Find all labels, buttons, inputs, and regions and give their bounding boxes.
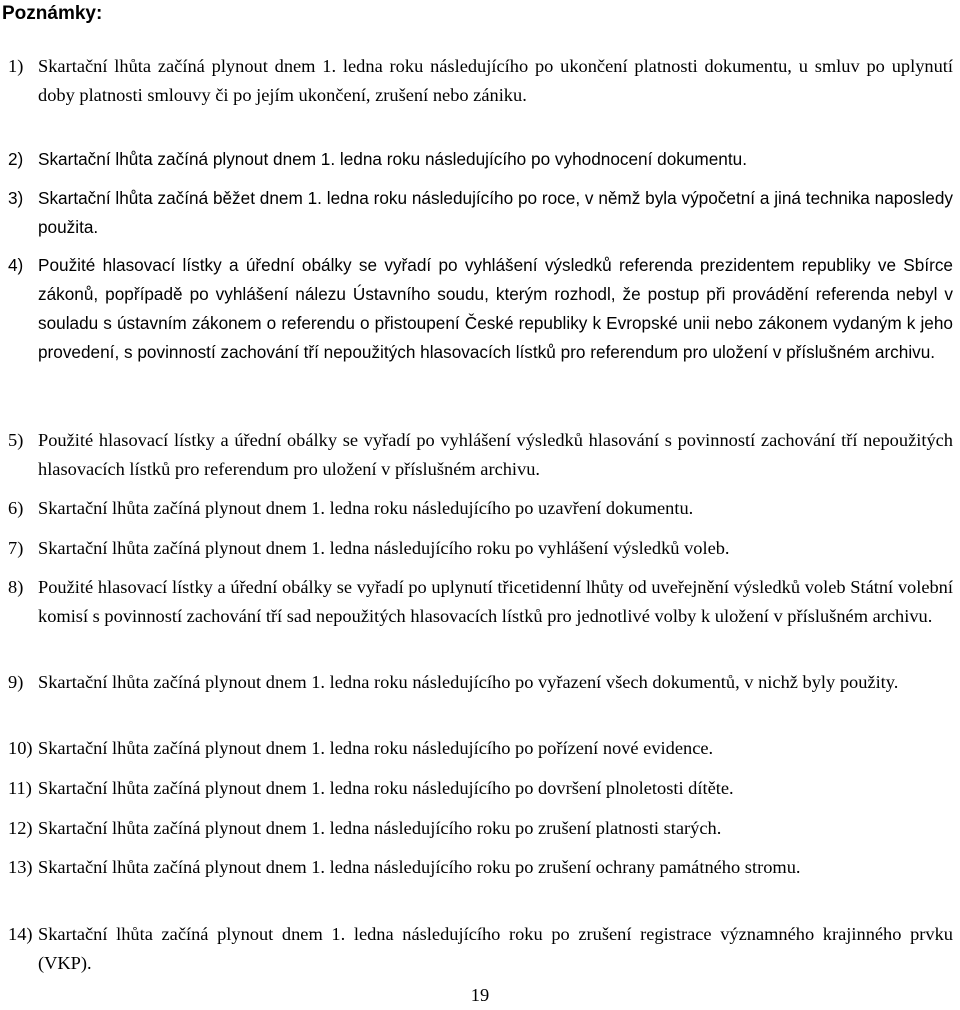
note-number: 4) [8, 255, 24, 275]
note-10 [8, 734, 953, 763]
note-text: Použité hlasovací lístky a úřední obálky se vyřadí po vyhlášení výsledků hlasování s povinností zachování tří nepoužitých hlasovacích lístků pro referendum pro uložení v příslušném archivu. [38, 430, 953, 479]
note-number: 13) [8, 857, 33, 877]
note-text: Skartační lhůta začíná plynout dnem 1. ledna roku následujícího po uzavření dokumentu. [38, 498, 694, 518]
note-number: 1) [8, 56, 24, 76]
note-text: Skartační lhůta začíná plynout dnem 1. ledna roku následujícího po ukončení platnosti dokumentu, u smluv po uplynutí doby platnosti smlouvy či po jejím ukončení, zrušení nebo zániku. [38, 56, 953, 105]
note-text: Skartační lhůta začíná plynout dnem 1. ledna následujícího roku po zrušení platnosti starých. [38, 818, 722, 838]
note-text: Použité hlasovací lístky a úřední obálky se vyřadí po uplynutí třicetidenní lhůty od uveřejnění výsledků voleb Státní volební komisí s povinností zachování tří sad nepoužitých hlasovacích lístků pro jednotlivé volby k uložení v příslušném archivu. [38, 577, 953, 626]
note-number: 2) [8, 149, 24, 169]
note-text: Skartační lhůta začíná plynout dnem 1. ledna roku následujícího po vyhodnocení dokumentu. [38, 149, 747, 169]
note-2 [8, 145, 953, 174]
note-number: 5) [8, 430, 24, 450]
note-number: 6) [8, 498, 24, 518]
note-number: 12) [8, 818, 33, 838]
note-11 [8, 774, 953, 803]
note-5 [8, 426, 953, 484]
page-number: 19 [470, 985, 490, 1005]
note-number: 3) [8, 188, 24, 208]
note-13 [8, 853, 953, 882]
note-8 [8, 573, 953, 631]
notes-heading: Poznámky: [2, 3, 103, 24]
note-number: 8) [8, 577, 24, 597]
note-7 [8, 534, 953, 563]
note-number: 7) [8, 538, 24, 558]
note-number: 9) [8, 672, 24, 692]
note-text: Skartační lhůta začíná plynout dnem 1. ledna roku následujícího po pořízení nové evidence. [38, 738, 714, 758]
note-text: Skartační lhůta začíná plynout dnem 1. ledna následujícího roku po zrušení registrace významného krajinného prvku (VKP). [38, 924, 953, 973]
note-9 [8, 668, 953, 697]
note-14 [8, 920, 953, 978]
note-number: 10) [8, 738, 33, 758]
note-1 [8, 52, 953, 110]
note-text: Skartační lhůta začíná plynout dnem 1. ledna následujícího roku po zrušení ochrany památného stromu. [38, 857, 801, 877]
note-text: Skartační lhůta začíná plynout dnem 1. ledna následujícího roku po vyhlášení výsledků voleb. [38, 538, 730, 558]
note-number: 14) [8, 924, 33, 944]
note-text: Skartační lhůta začíná běžet dnem 1. ledna roku následujícího po roce, v němž byla výpočetní a jiná technika naposledy použita. [38, 188, 953, 237]
note-4 [8, 251, 953, 367]
note-3 [8, 184, 953, 242]
note-text: Použité hlasovací lístky a úřední obálky se vyřadí po vyhlášení výsledků referenda prezidentem republiky ve Sbírce zákonů, popřípadě po vyhlášení nálezu Ústavního soudu, kterým rozhodl, že postup při provádění referenda nebyl v souladu s ústavním zákonem o referendu o přistoupení České republiky k Evropské unii nebo zákonem vydaným k jeho provedení, s povinností zachování tří nepoužitých hlasovacích lístků pro referendum pro uložení v příslušném archivu. [38, 255, 953, 362]
note-6 [8, 494, 953, 523]
note-text: Skartační lhůta začíná plynout dnem 1. ledna roku následujícího po vyřazení všech dokumentů, v nichž byly použity. [38, 672, 899, 692]
note-number: 11) [8, 778, 32, 798]
note-text: Skartační lhůta začíná plynout dnem 1. ledna roku následujícího po dovršení plnoletosti dítěte. [38, 778, 734, 798]
note-12 [8, 814, 953, 843]
